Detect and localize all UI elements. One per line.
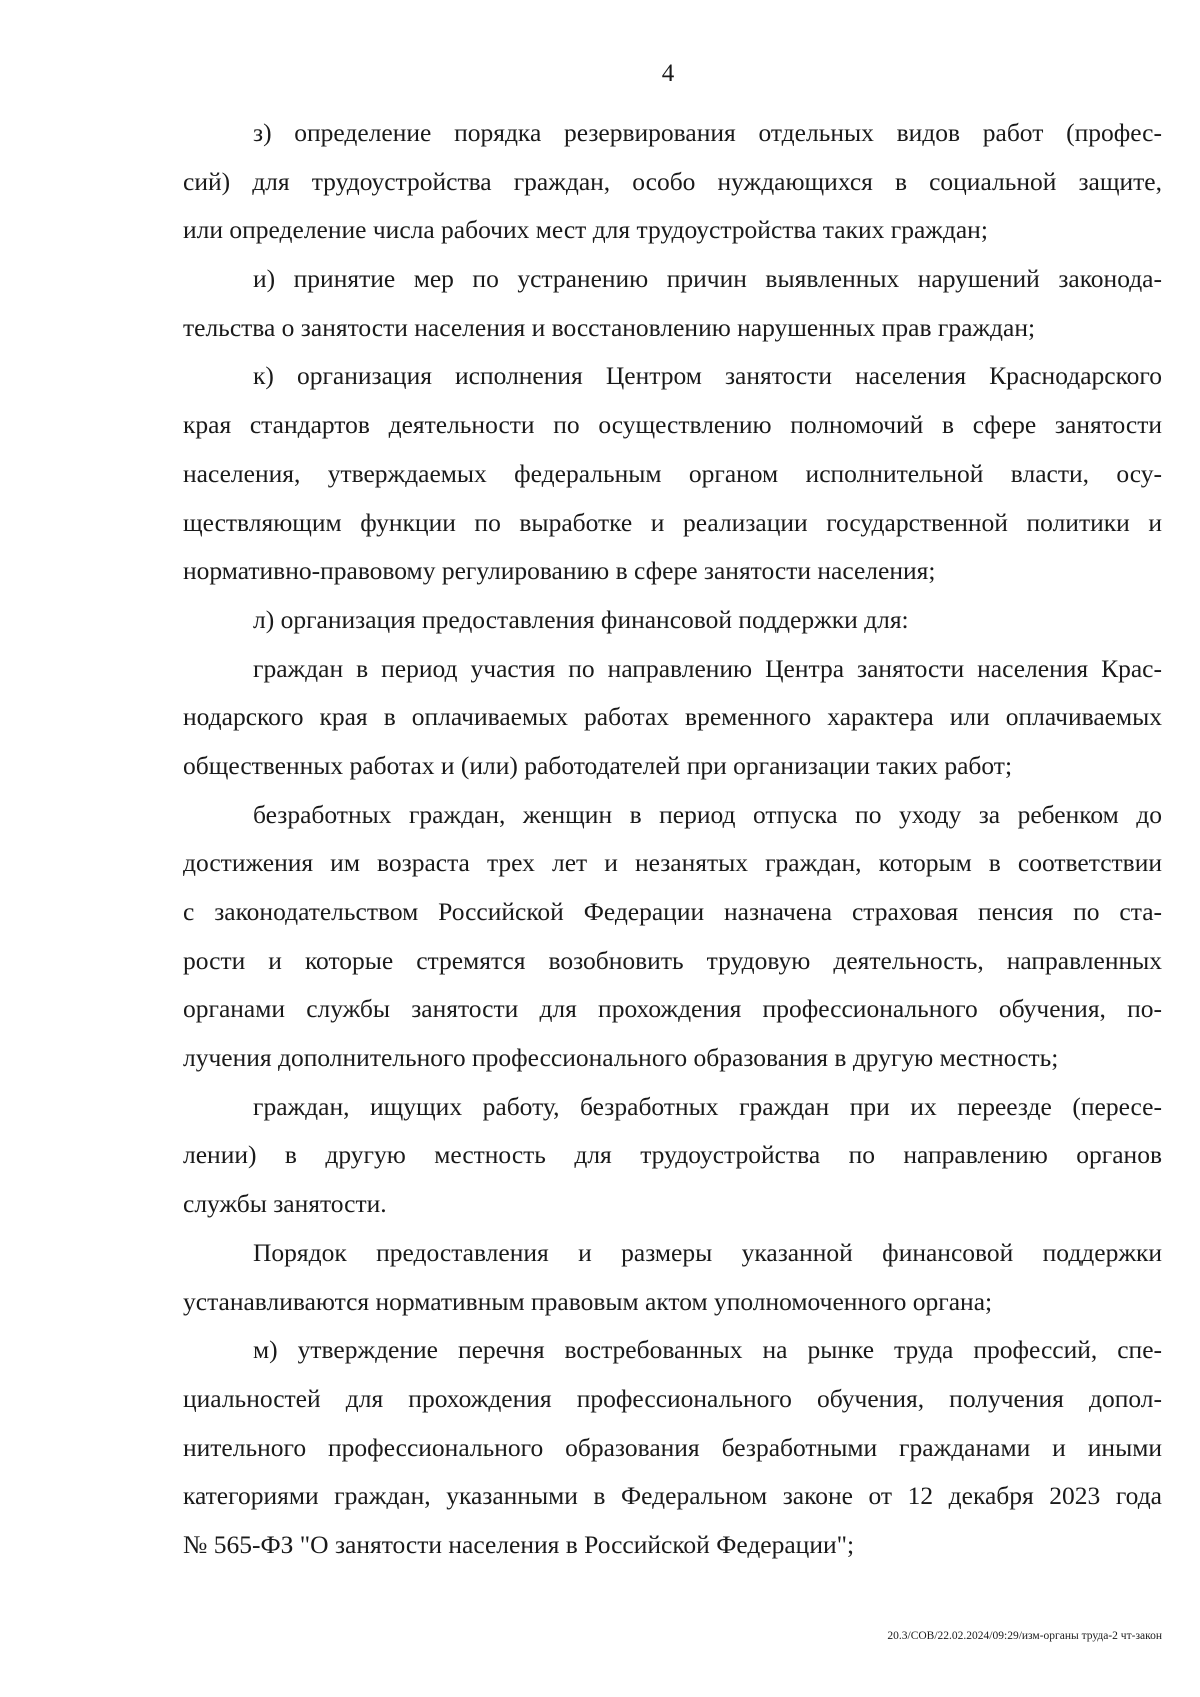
text-line: службы занятости. — [183, 1189, 387, 1219]
text-line: достижения им возраста трех лет и незанятых граждан, которым в соответствии — [183, 848, 1162, 878]
text-line: № 565-ФЗ "О занятости населения в Российской Федерации"; — [183, 1529, 855, 1559]
paragraph — [183, 596, 1162, 645]
text-line: с законодательством Российской Федерации назначена страховая пенсия по ста- — [183, 897, 1162, 926]
paragraph — [183, 352, 1162, 595]
text-line: безработных граждан, женщин в период отпуска по уходу за ребенком до — [253, 799, 1162, 829]
text-line: сий) для трудоустройства граждан, особо нуждающихся в социальной защите, — [183, 166, 1162, 196]
text-line: или определение числа рабочих мест для трудоустройства таких граждан; — [183, 215, 988, 245]
document-body — [183, 109, 1162, 1570]
paragraph — [183, 1326, 1162, 1569]
text-line: лучения дополнительного профессионального образования в другую местность; — [183, 1043, 1059, 1073]
text-line: м) утверждение перечня востребованных на рынке труда профессий, спе- — [253, 1335, 1162, 1365]
text-line: ществляющим функции по выработке и реализации государственной политики и — [183, 507, 1162, 537]
text-line: населения, утверждаемых федеральным органом исполнительной власти, осу- — [183, 458, 1162, 488]
text-line: и) принятие мер по устранению причин выявленных нарушений законода- — [253, 264, 1162, 294]
text-line: л) организация предоставления финансовой поддержки для: — [253, 604, 909, 634]
paragraph — [183, 1083, 1162, 1229]
text-line: общественных работах и (или) работодателей при организации таких работ; — [183, 750, 1013, 780]
text-line: тельства о занятости населения и восстановлению нарушенных прав граждан; — [183, 312, 1036, 342]
text-line: устанавливаются нормативным правовым актом уполномоченного органа; — [183, 1286, 993, 1316]
text-line: нормативно-правовому регулированию в сфере занятости населения; — [183, 556, 936, 586]
text-line: категориями граждан, указанными в Федеральном законе от 12 декабря 2023 года — [183, 1481, 1162, 1511]
text-line: органами службы занятости для прохождения профессионального обучения, по- — [183, 994, 1162, 1024]
paragraph — [183, 255, 1162, 352]
text-line: к) организация исполнения Центром занятости населения Краснодарского — [253, 361, 1162, 391]
text-line: граждан в период участия по направлению Центра занятости населения Крас- — [253, 653, 1162, 683]
text-line: з) определение порядка резервирования отдельных видов работ (профес- — [253, 118, 1162, 147]
paragraph — [183, 109, 1162, 255]
paragraph — [183, 1229, 1162, 1326]
text-line: рости и которые стремятся возобновить трудовую деятельность, направленных — [183, 945, 1162, 975]
paragraph — [183, 645, 1162, 791]
paragraph — [183, 791, 1162, 1083]
text-line: нодарского края в оплачиваемых работах временного характера или оплачиваемых — [183, 702, 1162, 732]
text-line: лении) в другую местность для трудоустройства по направлению органов — [183, 1140, 1162, 1170]
text-line: граждан, ищущих работу, безработных граждан при их переезде (пересе- — [253, 1091, 1162, 1121]
text-line: циальностей для прохождения профессионального обучения, получения допол- — [183, 1383, 1162, 1413]
text-line: края стандартов деятельности по осуществлению полномочий в сфере занятости — [183, 410, 1162, 440]
document-footer: 20.3/СОВ/22.02.2024/09:29/изм-органы труда-2 чт-закон — [887, 1630, 1162, 1642]
page-number: 4 — [661, 60, 675, 87]
text-line: Порядок предоставления и размеры указанной финансовой поддержки — [253, 1237, 1162, 1267]
text-line: нительного профессионального образования безработными гражданами и иными — [183, 1432, 1162, 1462]
